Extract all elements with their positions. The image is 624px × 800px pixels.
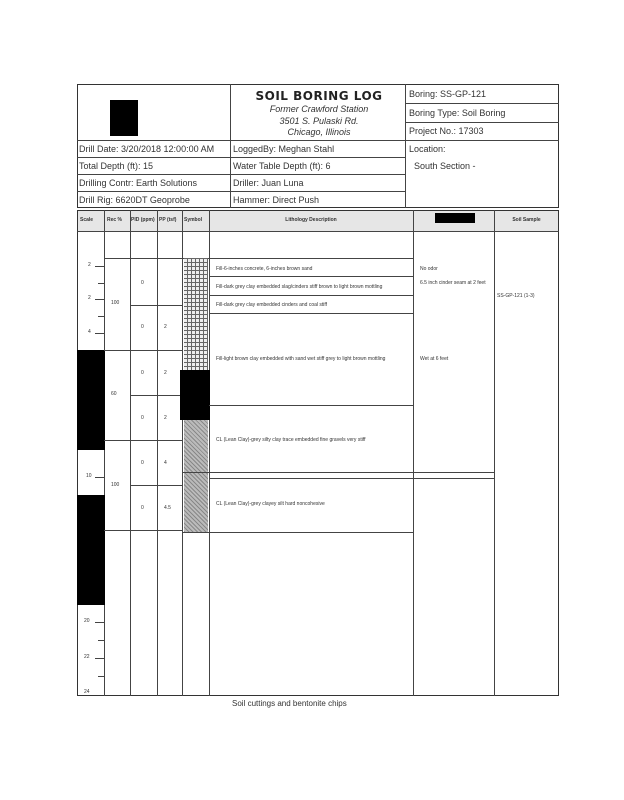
rec-value-1: 100	[111, 300, 120, 306]
pid-value-3: 0	[141, 370, 144, 376]
col-header-soil-sample: Soil Sample	[512, 217, 541, 223]
sample-rule	[130, 485, 182, 486]
redacted-column-header	[435, 213, 475, 223]
col-divider-lithology	[413, 210, 414, 696]
site-address-1: 3501 S. Pulaski Rd.	[279, 116, 359, 126]
site-address-2: Chicago, Illinois	[287, 127, 351, 137]
driller: Driller: Juan Luna	[233, 178, 304, 188]
pp-value-4: 4	[164, 460, 167, 466]
pp-value-3: 2	[164, 415, 167, 421]
layer-boundary	[209, 478, 494, 479]
lithology-1: Fill-6-inches concrete, 6-inches brown sand	[216, 266, 313, 272]
header-rule-e	[405, 103, 559, 104]
col-divider-pp	[182, 210, 183, 696]
layer-boundary	[209, 276, 413, 277]
col-divider-pid	[157, 210, 158, 696]
scale-tick	[95, 333, 104, 334]
rec-run-rule	[104, 350, 130, 351]
symbol-clay-pattern	[184, 420, 208, 532]
logged-by: LoggedBy: Meghan Stahl	[233, 144, 335, 154]
header-rule-d	[77, 191, 405, 192]
drill-date: Drill Date: 3/20/2018 12:00:00 AM	[79, 144, 215, 154]
layer-boundary	[209, 313, 413, 314]
symbol-fill-pattern	[184, 258, 208, 370]
scale-tick	[95, 658, 104, 659]
pid-value-4: 0	[141, 415, 144, 421]
col-header-rec: Rec %	[107, 217, 123, 223]
scale-tick	[95, 299, 104, 300]
scale-tick	[95, 266, 104, 267]
sample-rule	[130, 305, 182, 306]
scale-label-2: 2	[88, 295, 91, 301]
header-rule-a	[77, 140, 405, 141]
redacted-scale-block-1	[77, 350, 105, 450]
project-no: Project No.: 17303	[409, 126, 484, 136]
lithology-4: Fill-light brown clay embedded with sand wet stiff grey to light brown mottling	[216, 356, 386, 362]
water-table-depth: Water Table Depth (ft): 6	[233, 161, 331, 171]
scale-tick	[98, 640, 104, 641]
location-label: Location:	[409, 144, 446, 154]
scale-label-4: 4	[88, 329, 91, 335]
lithology-6: CL (Lean Clay)-grey clayey silt hard noncohesive	[216, 501, 325, 507]
rec-value-2: 60	[111, 391, 117, 397]
lithology-3: Fill-dark grey clay embedded cinders and coal stiff	[216, 302, 328, 308]
sample-rule	[130, 530, 182, 531]
hammer: Hammer: Direct Push	[233, 195, 320, 205]
pid-value-2: 0	[141, 324, 144, 330]
drilling-contractor: Drilling Contr: Earth Solutions	[79, 178, 198, 188]
rec-run-rule	[104, 530, 130, 531]
scale-label-11: 10	[86, 473, 92, 479]
pp-value-2: 2	[164, 370, 167, 376]
scale-label-22: 22	[84, 654, 90, 660]
drill-rig: Drill Rig: 6620DT Geoprobe	[79, 195, 190, 205]
redacted-scale-block-2	[77, 495, 105, 605]
header-rule-b	[77, 157, 405, 158]
col-divider-scale	[104, 210, 105, 696]
col-divider-remarks	[494, 210, 495, 696]
pid-value-5: 0	[141, 460, 144, 466]
layer-boundary	[182, 472, 494, 473]
layer-boundary	[209, 258, 413, 259]
pp-value-5: 4.5	[164, 505, 171, 511]
rec-run-rule	[104, 440, 130, 441]
pid-value-1: 0	[141, 280, 144, 286]
layer-boundary	[209, 405, 413, 406]
location-value: South Section -	[414, 161, 476, 171]
column-header-rule	[77, 231, 559, 232]
scale-label-0: 2	[88, 262, 91, 268]
remark-wet: Wet at 6 feet	[420, 356, 449, 362]
remark-cinder-seam: 6.5 inch cinder seam at 2 feet	[420, 280, 486, 286]
scale-tick	[95, 477, 104, 478]
scale-tick	[98, 283, 104, 284]
scale-label-20: 20	[84, 618, 90, 624]
total-depth: Total Depth (ft): 15	[79, 161, 154, 171]
sample-rule	[130, 440, 182, 441]
redacted-logo	[110, 100, 138, 136]
sample-rule	[130, 395, 182, 396]
header-rule-c	[77, 174, 405, 175]
boring-id: Boring: SS-GP-121	[409, 89, 487, 99]
header-divider-1	[230, 84, 231, 208]
col-divider-symbol	[209, 210, 210, 696]
soil-sample-id: SS-GP-121 (1-3)	[497, 293, 535, 299]
sample-rule	[130, 350, 182, 351]
lithology-2: Fill-dark grey clay embedded slag/cinders stiff brown to light brown mottling	[216, 284, 383, 290]
scale-tick	[98, 676, 104, 677]
log-title: SOIL BORING LOG	[255, 89, 383, 103]
rec-run-rule	[104, 258, 130, 259]
col-header-pid: PID (ppm)	[131, 217, 155, 223]
remark-odor: No odor	[420, 266, 438, 272]
boring-type: Boring Type: Soil Boring	[409, 108, 506, 118]
layer-boundary	[209, 295, 413, 296]
col-header-scale: Scale	[80, 217, 94, 223]
scale-tick	[98, 316, 104, 317]
pp-value-1: 2	[164, 324, 167, 330]
lithology-5: CL (Lean Clay)-grey silty clay trace embedded fine gravels very stiff	[216, 437, 366, 443]
scale-label-24: 24	[84, 689, 90, 695]
redacted-symbol-block	[180, 370, 210, 420]
header-rule-f	[405, 122, 559, 123]
footer-note: Soil cuttings and bentonite chips	[232, 699, 347, 708]
rec-value-3: 100	[111, 482, 120, 488]
pid-value-6: 0	[141, 505, 144, 511]
site-name: Former Crawford Station	[269, 104, 369, 114]
col-header-lithology: Lithology Description	[285, 217, 337, 223]
layer-boundary	[182, 532, 414, 533]
header-rule-g	[405, 140, 559, 141]
col-divider-rec	[130, 210, 131, 696]
col-header-pp: PP (tsf)	[159, 217, 177, 223]
scale-tick	[95, 622, 104, 623]
col-header-symbol: Symbol	[184, 217, 203, 223]
